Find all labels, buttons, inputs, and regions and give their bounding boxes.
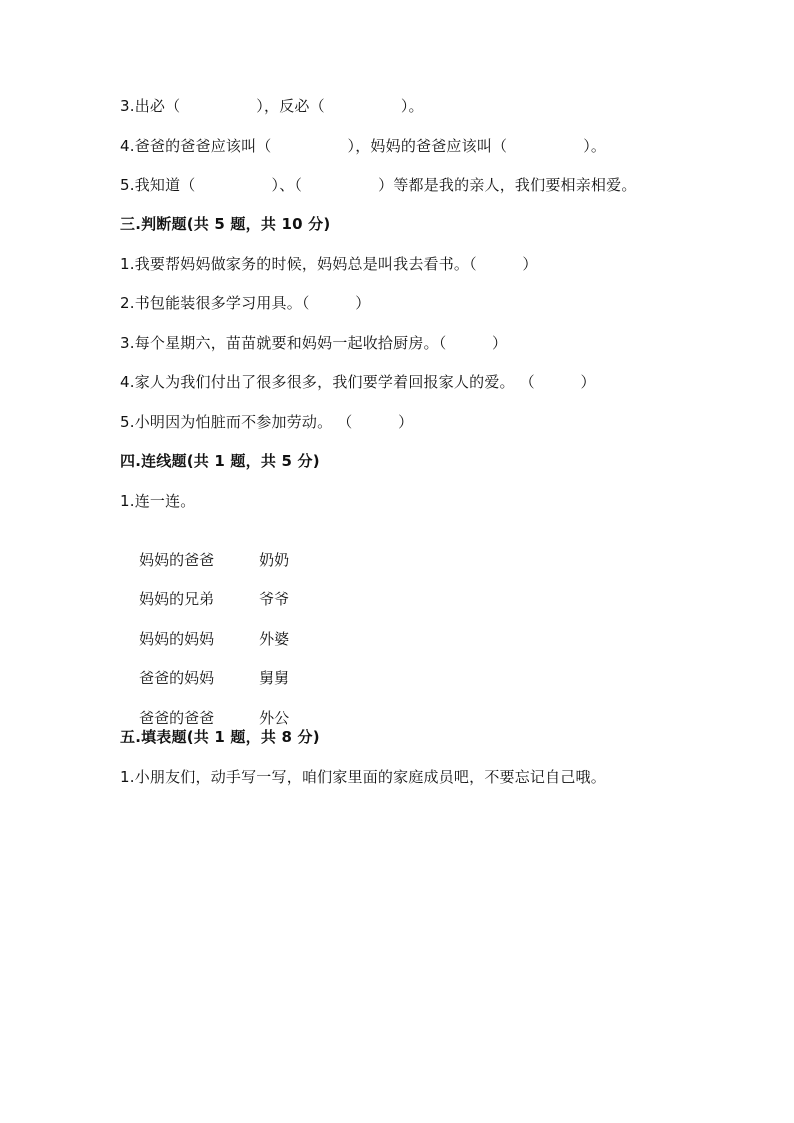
matching-left-item: 爸爸的妈妈 (139, 669, 215, 687)
matching-right-item: 奶奶 (259, 551, 290, 569)
matching-question-1: 1.连一连。 (120, 492, 196, 510)
matching-left-item: 妈妈的爸爸 (139, 551, 215, 569)
matching-right-item: 外婆 (259, 630, 290, 648)
judgement-question-4: 4.家人为我们付出了很多很多，我们要学着回报家人的爱。 （ ） (120, 373, 596, 391)
fill-question-3: 3.出必（ ），反必（ ）。 (120, 97, 424, 115)
matching-right-item: 外公 (259, 709, 290, 727)
judgement-question-2: 2.书包能装很多学习用具。（ ） (120, 294, 371, 312)
judgement-question-5: 5.小明因为怕脏而不参加劳动。 （ ） (120, 413, 414, 431)
table-question-1: 1.小朋友们，动手写一写，咱们家里面的家庭成员吧，不要忘记自己哦。 (120, 768, 606, 786)
matching-left-item: 妈妈的兄弟 (139, 590, 215, 608)
fill-question-4: 4.爸爸的爸爸应该叫（ ），妈妈的爸爸应该叫（ ）。 (120, 137, 607, 155)
matching-left-item: 妈妈的妈妈 (139, 630, 215, 648)
section-heading-judgement: 三.判断题(共 5 题，共 10 分) (120, 215, 331, 233)
judgement-question-1: 1.我要帮妈妈做家务的时候，妈妈总是叫我去看书。（ ） (120, 255, 538, 273)
section-heading-matching: 四.连线题(共 1 题，共 5 分) (120, 452, 320, 470)
judgement-question-3: 3.每个星期六，苗苗就要和妈妈一起收拾厨房。（ ） (120, 334, 508, 352)
matching-left-item: 爸爸的爸爸 (139, 709, 215, 727)
matching-right-item: 舅舅 (259, 669, 290, 687)
section-heading-table: 五.填表题(共 1 题，共 8 分) (120, 728, 320, 746)
matching-right-item: 爷爷 (259, 590, 290, 608)
fill-question-5: 5.我知道（ ）、（ ）等都是我的亲人，我们要相亲相爱。 (120, 176, 637, 194)
